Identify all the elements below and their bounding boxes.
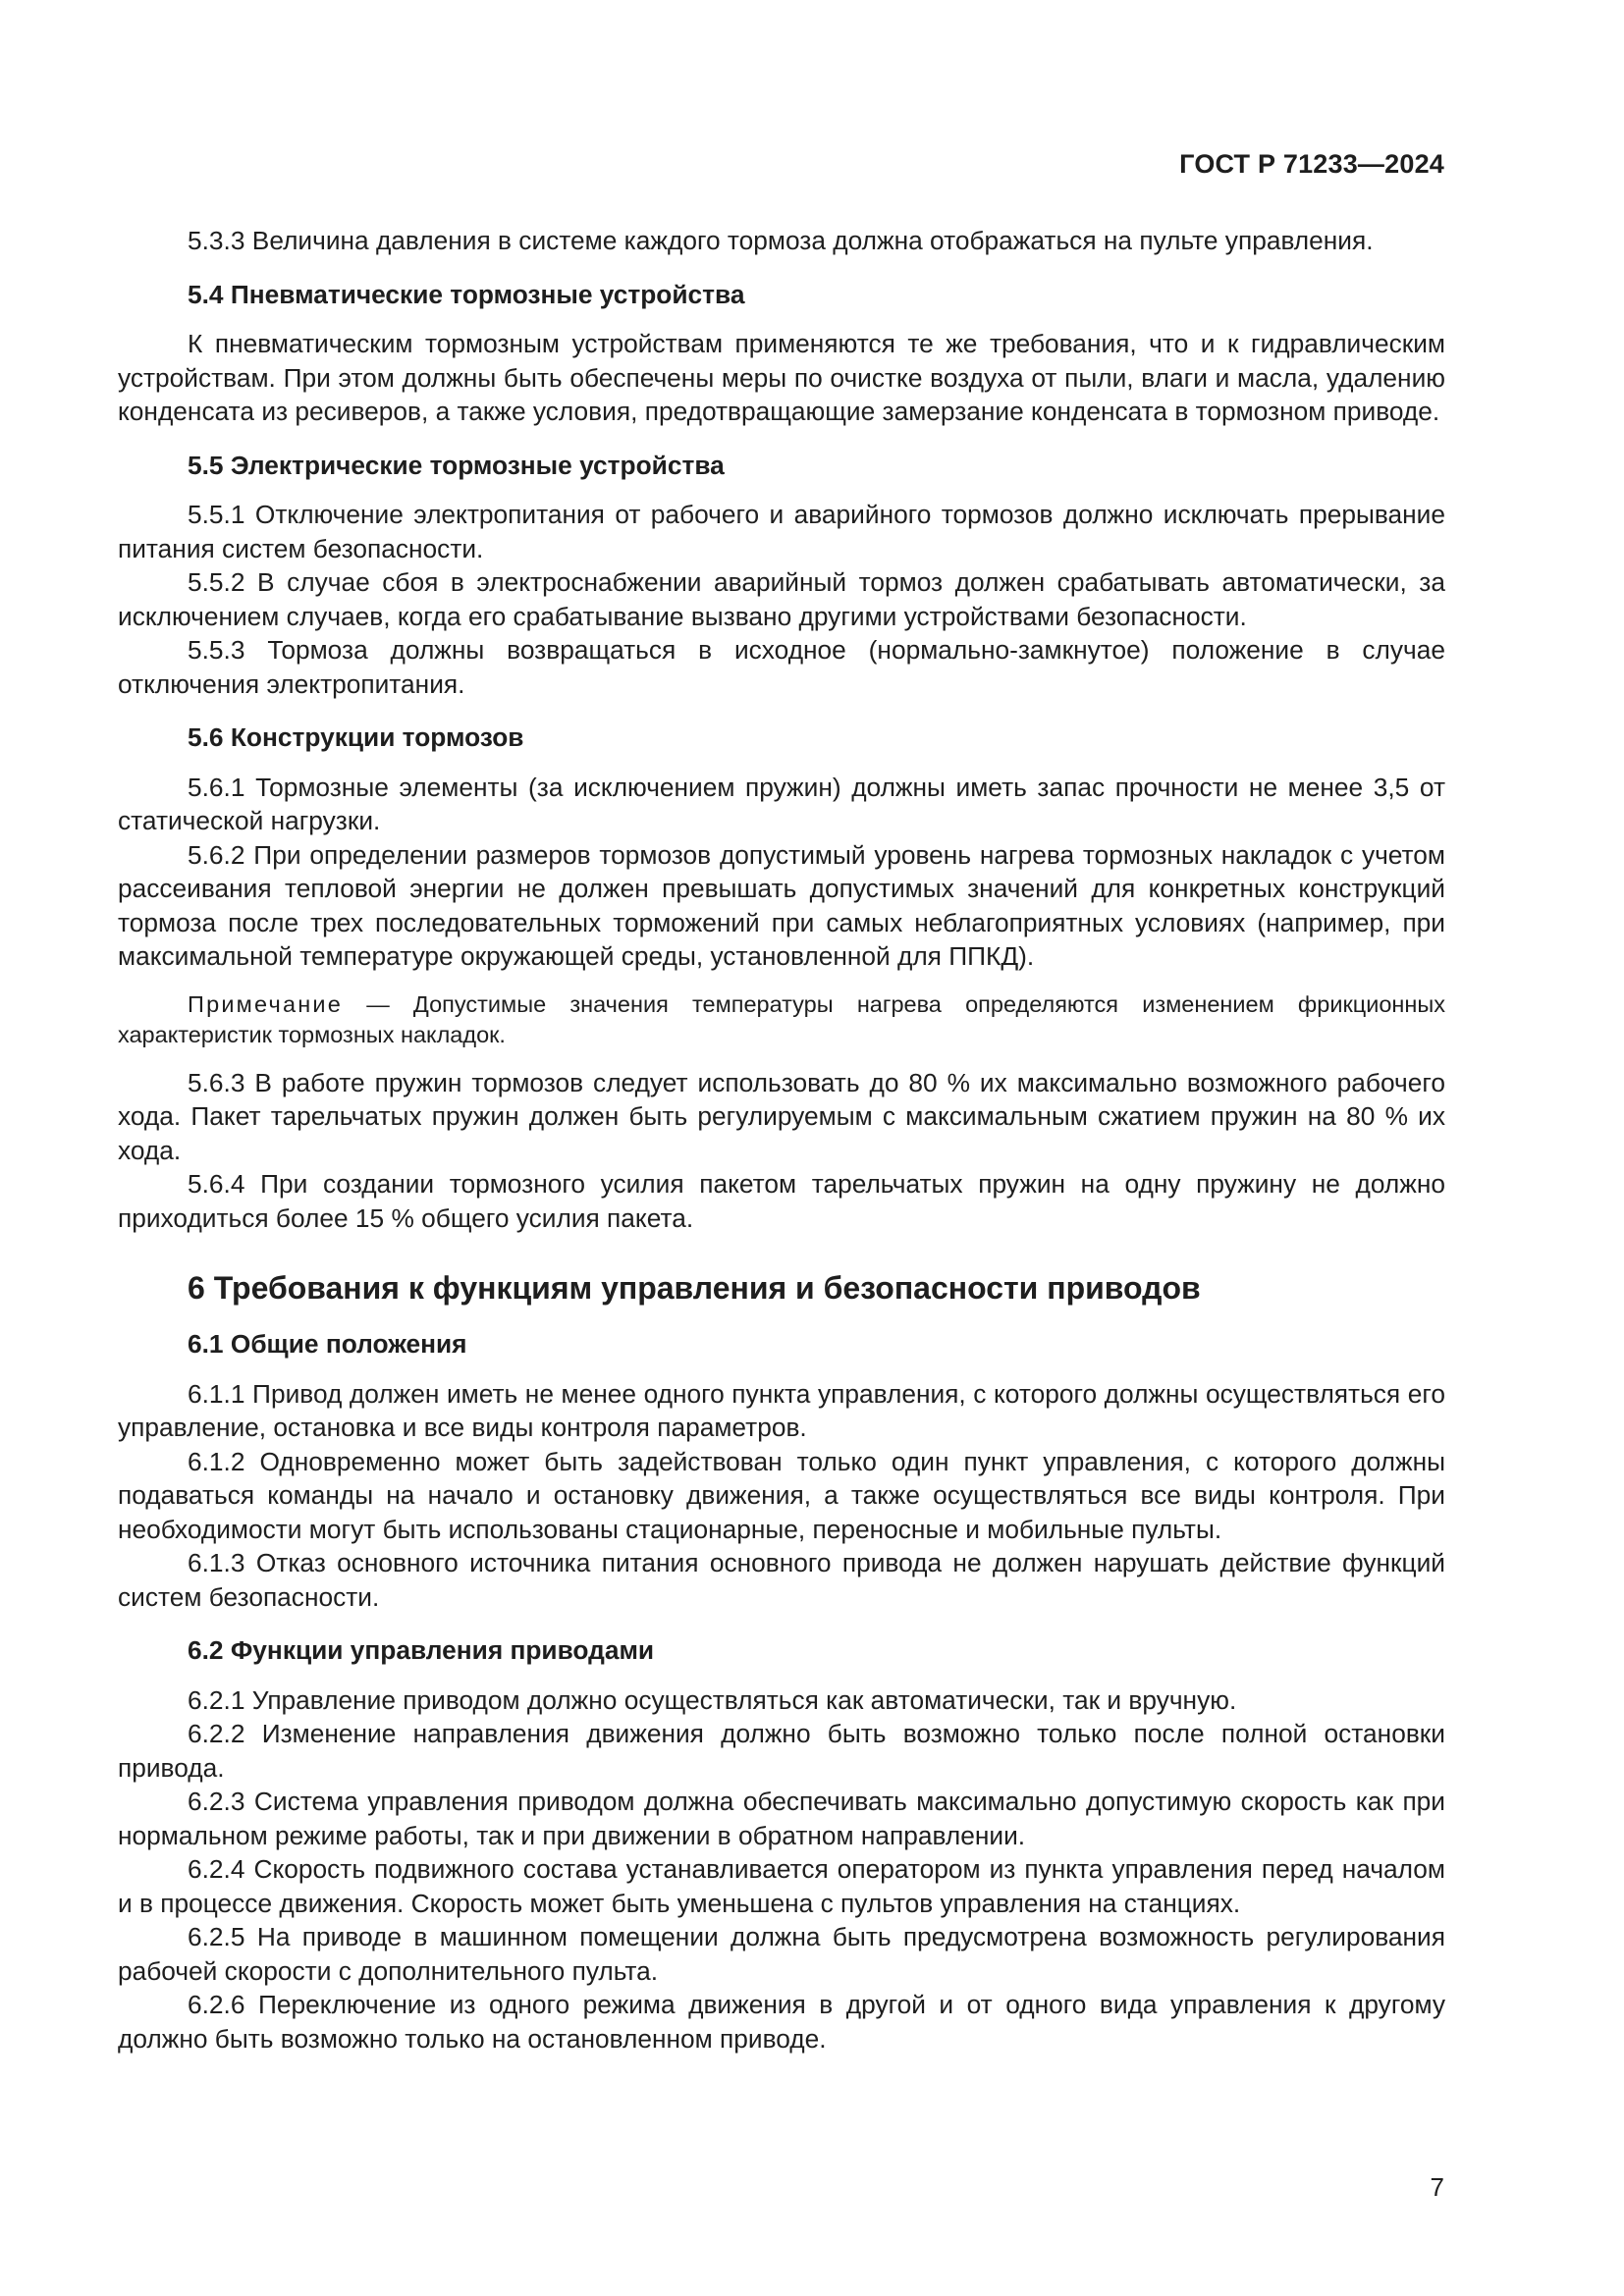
page-content (118, 224, 1445, 2056)
paragraph-5-3-3: 5.3.3 Величина давления в системе каждого тормоза должна отображаться на пульте управления. (188, 226, 1374, 255)
note-text: — Допустимые значения температуры нагрева определяются изменением фрикционных характеристик тормозных накладок. (118, 990, 1445, 1047)
paragraph-6-2-2: 6.2.2 Изменение направления движения должно быть возможно только после полной остановки привода. (118, 1719, 1445, 1783)
paragraph-6-2-5: 6.2.5 На приводе в машинном помещении должна быть предусмотрена возможность регулирования рабочей скорости с дополнительного пульта. (118, 1922, 1445, 1986)
paragraph-5-5-1: 5.5.1 Отключение электропитания от рабочего и аварийного тормозов должно исключать прерывание питания систем безопасности. (118, 500, 1445, 563)
paragraph-6-2-6: 6.2.6 Переключение из одного режима движения в другой и от одного вида управления к другому должно быть возможно только на остановленном приводе. (118, 1990, 1445, 2054)
section-heading-5-6: 5.6 Конструкции тормозов (188, 722, 524, 752)
paragraph-6-2-1: 6.2.1 Управление приводом должно осуществляться как автоматически, так и вручную. (188, 1684, 1237, 1715)
chapter-heading-6: 6 Требования к функциям управления и безопасности приводов (188, 1270, 1201, 1306)
page-number: 7 (1430, 2172, 1444, 2202)
note-label: Примечание (188, 990, 344, 1017)
paragraph-5-6-4: 5.6.4 При создании тормозного усилия пакетом тарельчатых пружин на одну пружину не должно приходиться более 15 % общего усилия пакета. (118, 1169, 1445, 1233)
paragraph-6-2-4: 6.2.4 Скорость подвижного состава устанавливается оператором из пункта управления перед началом и в процессе движения. Скорость может быть уменьшена с пультов управления на станциях. (118, 1854, 1445, 1918)
section-heading-6-2: 6.2 Функции управления приводами (188, 1635, 655, 1665)
paragraph-6-2-3: 6.2.3 Система управления приводом должна обеспечивать максимально допустимую скорость как при нормальном режиме работы, так и при движении в обратном направлении. (118, 1787, 1445, 1850)
paragraph-6-1-2: 6.1.2 Одновременно может быть задействован только один пункт управления, с которого должны подаваться команды на начало и остановку движения, а также осуществляться все виды контроля. При необходимости могут быть использованы стационарные, переносные и мобильные пульты. (118, 1446, 1445, 1544)
paragraph-5-6-2: 5.6.2 При определении размеров тормозов допустимый уровень нагрева тормозных накладок с учетом рассеивания тепловой энергии не должен превышать допустимых значений для конкретных конструкций тормоза после трех последовательных торможений при самых неблагоприятных условиях (например, при максимальной температуре окружающей среды, установленной для ППКД). (118, 839, 1445, 971)
standard-code-header: ГОСТ Р 71233—2024 (1179, 149, 1444, 179)
paragraph-5-5-3: 5.5.3 Тормоза должны возвращаться в исходное (нормально-замкнутое) положение в случае отключения электропитания. (118, 635, 1445, 699)
paragraph-6-1-3: 6.1.3 Отказ основного источника питания основного привода не должен нарушать действие функций систем безопасности. (118, 1548, 1445, 1612)
note (118, 989, 1445, 1050)
section-heading-5-5: 5.5 Электрические тормозные устройства (188, 450, 725, 480)
paragraph-5-5-2: 5.5.2 В случае сбоя в электроснабжении аварийный тормоз должен срабатывать автоматически, за исключением случаев, когда его срабатывание вызвано другими устройствами безопасности. (118, 567, 1445, 631)
paragraph-6-1-1: 6.1.1 Привод должен иметь не менее одного пункта управления, с которого должны осуществляться его управление, остановка и все виды контроля параметров. (118, 1378, 1445, 1442)
paragraph-5-4: К пневматическим тормозным устройствам применяются те же требования, что и к гидравлическим устройствам. При этом должны быть обеспечены меры по очистке воздуха от пыли, влаги и масла, удалению конденсата из ресиверов, а также условия, предотвращающие замерзание конденсата в тормозном приводе. (118, 329, 1445, 426)
paragraph-5-6-1: 5.6.1 Тормозные элементы (за исключением пружин) должны иметь запас прочности не менее 3,5 от статической нагрузки. (118, 772, 1445, 835)
section-heading-5-4: 5.4 Пневматические тормозные устройства (188, 279, 745, 309)
paragraph-5-6-3: 5.6.3 В работе пружин тормозов следует использовать до 80 % их максимально возможного рабочего хода. Пакет тарельчатых пружин должен быть регулируемым с максимальным сжатием пружин на 80 % их хода. (118, 1067, 1445, 1165)
section-heading-6-1: 6.1 Общие положения (188, 1329, 467, 1359)
